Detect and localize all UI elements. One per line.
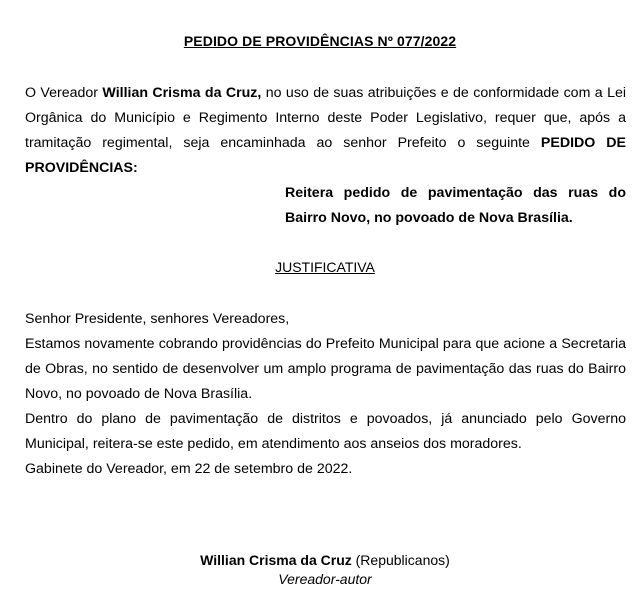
signature-name: Willian Crisma da Cruz: [200, 552, 352, 568]
signature-party: (Republicanos): [351, 552, 450, 568]
request-type-emphasis: PEDIDO DE PROVIDÊNCIAS:: [25, 135, 626, 176]
justification-paragraph: Estamos novamente cobrando providências do Prefeito Municipal para que acione a Secretaria de Obras, no sentido de desenvolver um amplo programa de pavimentação das ruas do Bairro Novo, no povoado de Nova Brasília.: [25, 336, 626, 402]
signature-line: [0, 551, 640, 570]
author-name: Willian Crisma da Cruz,: [102, 85, 262, 101]
intro-text-start: O Vereador: [25, 85, 103, 101]
salutation: Senhor Presidente, senhores Vereadores,: [25, 311, 290, 327]
justification-paragraph: Dentro do plano de pavimentação de distritos e povoados, já anunciado pelo Governo Municipal, reitera-se este pedido, em atendimento aos anseios dos moradores.: [25, 411, 626, 452]
request-statement: Reitera pedido de pavimentação das ruas do Bairro Novo, no povoado de Nova Brasília.: [285, 185, 626, 226]
document-title: PEDIDO DE PROVIDÊNCIAS Nº 077/2022: [183, 33, 457, 49]
intro-paragraph: [25, 81, 626, 181]
intro-text-body: no uso de suas atribuições e de conformidade com a Lei Orgânica do Município e Regimento Interno deste Poder Legislativo, requer que, após a tramitação regimental, seja encaminhada ao senhor Prefeito o seguinte: [25, 85, 627, 151]
signature-block: [0, 551, 640, 589]
justification-body: [25, 307, 626, 482]
justification-heading: JUSTIFICATIVA: [275, 259, 375, 275]
date-line: Gabinete do Vereador, em 22 de setembro de 2022.: [25, 461, 353, 477]
signature-role: Vereador-autor: [278, 571, 372, 587]
